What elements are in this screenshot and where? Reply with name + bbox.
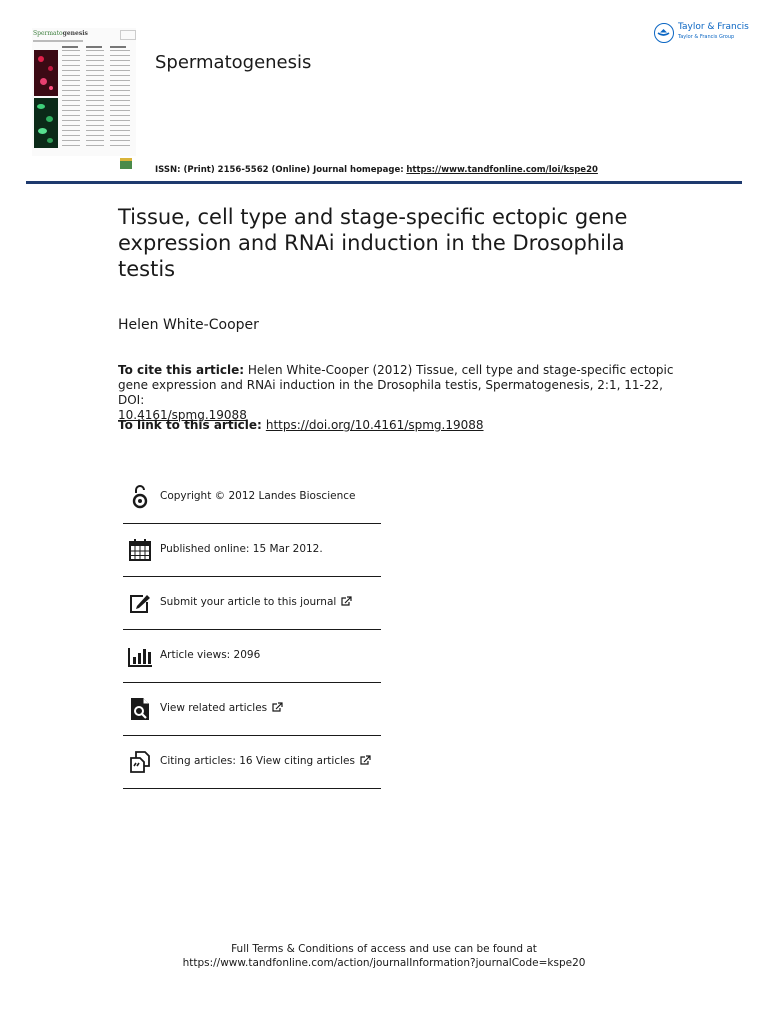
copyright-item [123,472,381,524]
external-link-icon [359,755,371,765]
issn-label: ISSN: (Print) 2156-5562 (Online) Journal homepage: [155,165,404,175]
journal-homepage-link[interactable]: https://www.tandfonline.com/loi/kspe20 [406,165,598,175]
calendar-icon [127,537,153,563]
open-access-icon [127,484,153,510]
related-articles-item[interactable] [123,684,381,736]
article-views-text: Article views: 2096 [160,649,261,661]
footer-terms [0,942,768,970]
citing-articles-link[interactable]: Citing articles: 16 View citing articles [160,755,355,767]
edit-icon [127,590,153,616]
publisher-logo-icon [654,23,674,43]
publisher-group: Taylor & Francis Group [678,34,735,40]
article-doi-link[interactable]: https://doi.org/10.4161/spmg.19088 [265,418,484,432]
related-articles-link[interactable]: View related articles [160,702,268,714]
issn-line [155,165,598,175]
journal-cover-image [32,28,136,156]
cover-brand: Spermatogenesis [33,30,88,37]
publisher-name: Taylor & Francis [678,22,749,32]
submit-article-link[interactable]: Submit your article to this journal [160,596,337,608]
external-link-icon [340,596,352,606]
published-online-text: Published online: 15 Mar 2012. [160,543,323,555]
article-author: Helen White-Cooper [118,317,259,333]
article-title: Tissue, cell type and stage-specific ectopic gene expression and RNAi induction in the Drosophila testis [118,205,628,281]
footer-line: Full Terms & Conditions of access and use can be found at [231,943,537,955]
article-link-line [118,418,484,432]
footer-terms-link[interactable]: https://www.tandfonline.com/action/journalInformation?journalCode=kspe20 [182,957,586,969]
submit-article-item[interactable] [123,578,381,630]
bar-chart-icon [127,643,153,669]
publisher-logo[interactable] [654,22,749,46]
citing-articles-item[interactable] [123,737,381,789]
citation-block [118,363,678,423]
search-document-icon [127,696,153,722]
citing-articles-icon [127,749,153,775]
copyright-text: Copyright © 2012 Landes Bioscience [160,490,356,502]
external-link-icon [271,702,283,712]
citation-doi-link[interactable]: 10.4161/spmg.19088 [118,408,247,422]
header-divider [26,181,742,184]
citation-text: Helen White-Cooper (2012) Tissue, cell type and stage-specific ectopic gene expression and RNAi induction in the Drosophila testis, Spermatogenesis, 2:1, 11-22, DOI: [118,363,674,407]
article-views-item [123,631,381,683]
journal-title: Spermatogenesis [155,52,312,73]
published-online-item [123,525,381,577]
citation-label: To cite this article: [118,363,245,377]
link-label: To link to this article: [118,418,262,432]
